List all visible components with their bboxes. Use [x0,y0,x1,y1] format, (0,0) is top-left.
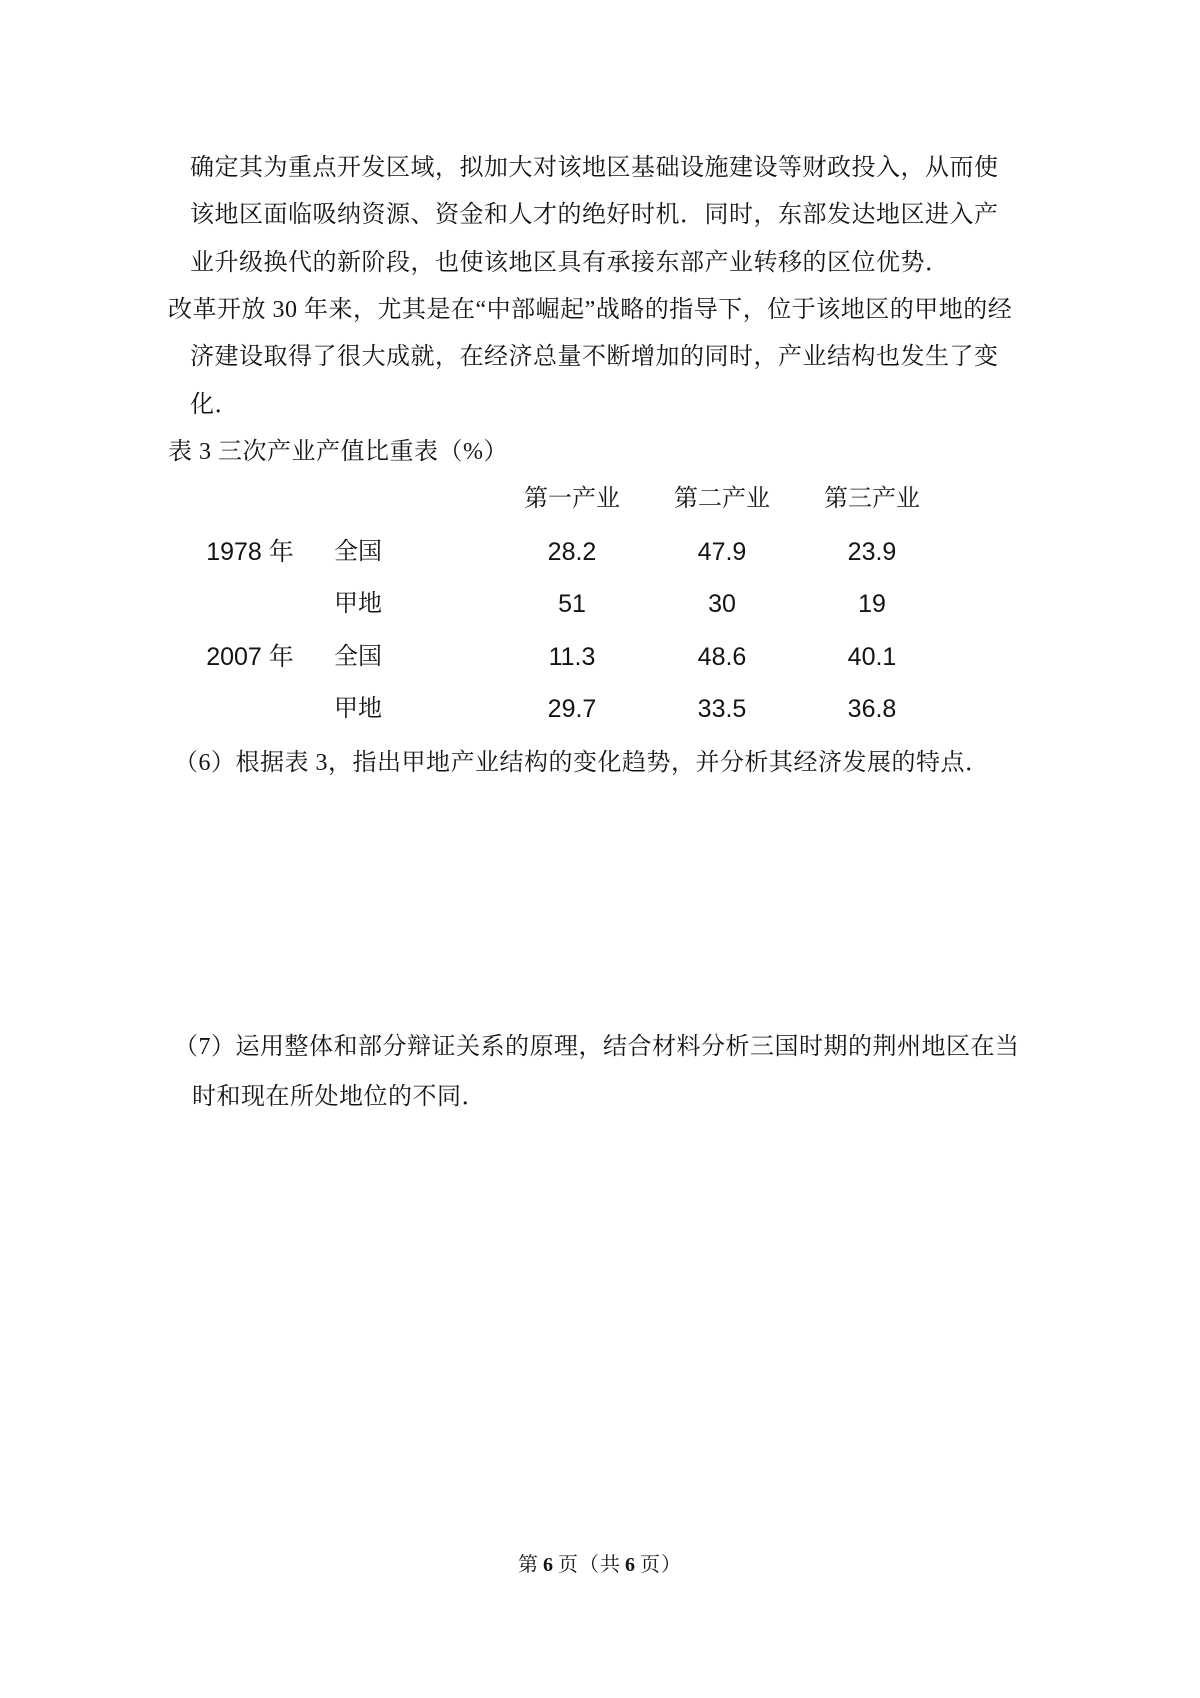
paragraph2-line3: 化． [190,392,239,418]
footer-total-pages: 6 [625,1554,636,1576]
paragraph2-line1: 改革开放 30 年来，尤其是在“中部崛起”战略的指导下，位于该地区的甲地的经 [168,297,1013,323]
footer-text: 页） [640,1554,682,1576]
question-7-line1: （7）运用整体和部分辩证关系的原理，结合材料分析三国时期的荆州地区在当 [174,1034,1020,1060]
footer-text: 页（共 [558,1554,621,1576]
table-cell-value: 40.1 [847,643,897,671]
footer-page-number: 6 [543,1554,554,1576]
table-cell-value: 28.2 [547,538,597,566]
table-cell-value: 11.3 [548,643,596,671]
table-cell-value: 48.6 [697,643,747,671]
table-cell-value: 19 [858,590,886,618]
table-cell-value: 33.5 [697,695,747,723]
footer-text: 第 [518,1554,539,1576]
table-cell-value: 30 [708,590,736,618]
table-cell-year: 1978 年 [206,538,294,566]
table-cell-region: 甲地 [334,591,382,617]
question-6: （6）根据表 3，指出甲地产业结构的变化趋势，并分析其经济发展的特点． [174,750,990,776]
table-header-secondary-industry: 第二产业 [674,486,770,512]
paragraph2-line2: 济建设取得了很大成就，在经济总量不断增加的同时，产业结构也发生了变 [190,344,999,370]
table-cell-value: 23.9 [847,538,897,566]
table-header-primary-industry: 第一产业 [524,486,620,512]
table-cell-region: 全国 [334,644,382,670]
table-caption: 表 3 三次产业产值比重表（%） [168,439,508,465]
table-cell-year: 2007 年 [206,643,294,671]
table-cell-value: 51 [558,590,586,618]
paragraph1-line3: 业升级换代的新阶段，也使该地区具有承接东部产业转移的区位优势． [190,250,950,276]
table-cell-value: 47.9 [697,538,747,566]
page-footer [0,1548,1200,1577]
paragraph1-line1: 确定其为重点开发区域，拟加大对该地区基础设施建设等财政投入，从而使 [190,155,999,181]
table-cell-region: 甲地 [334,696,382,722]
table-header-tertiary-industry: 第三产业 [824,486,920,512]
table-cell-value: 29.7 [547,695,597,723]
table-cell-value: 36.8 [847,695,897,723]
paragraph1-line2: 该地区面临吸纳资源、资金和人才的绝好时机．同时，东部发达地区进入产 [190,202,999,228]
table-cell-region: 全国 [334,539,382,565]
question-7-line2: 时和现在所处地位的不同． [192,1084,486,1110]
